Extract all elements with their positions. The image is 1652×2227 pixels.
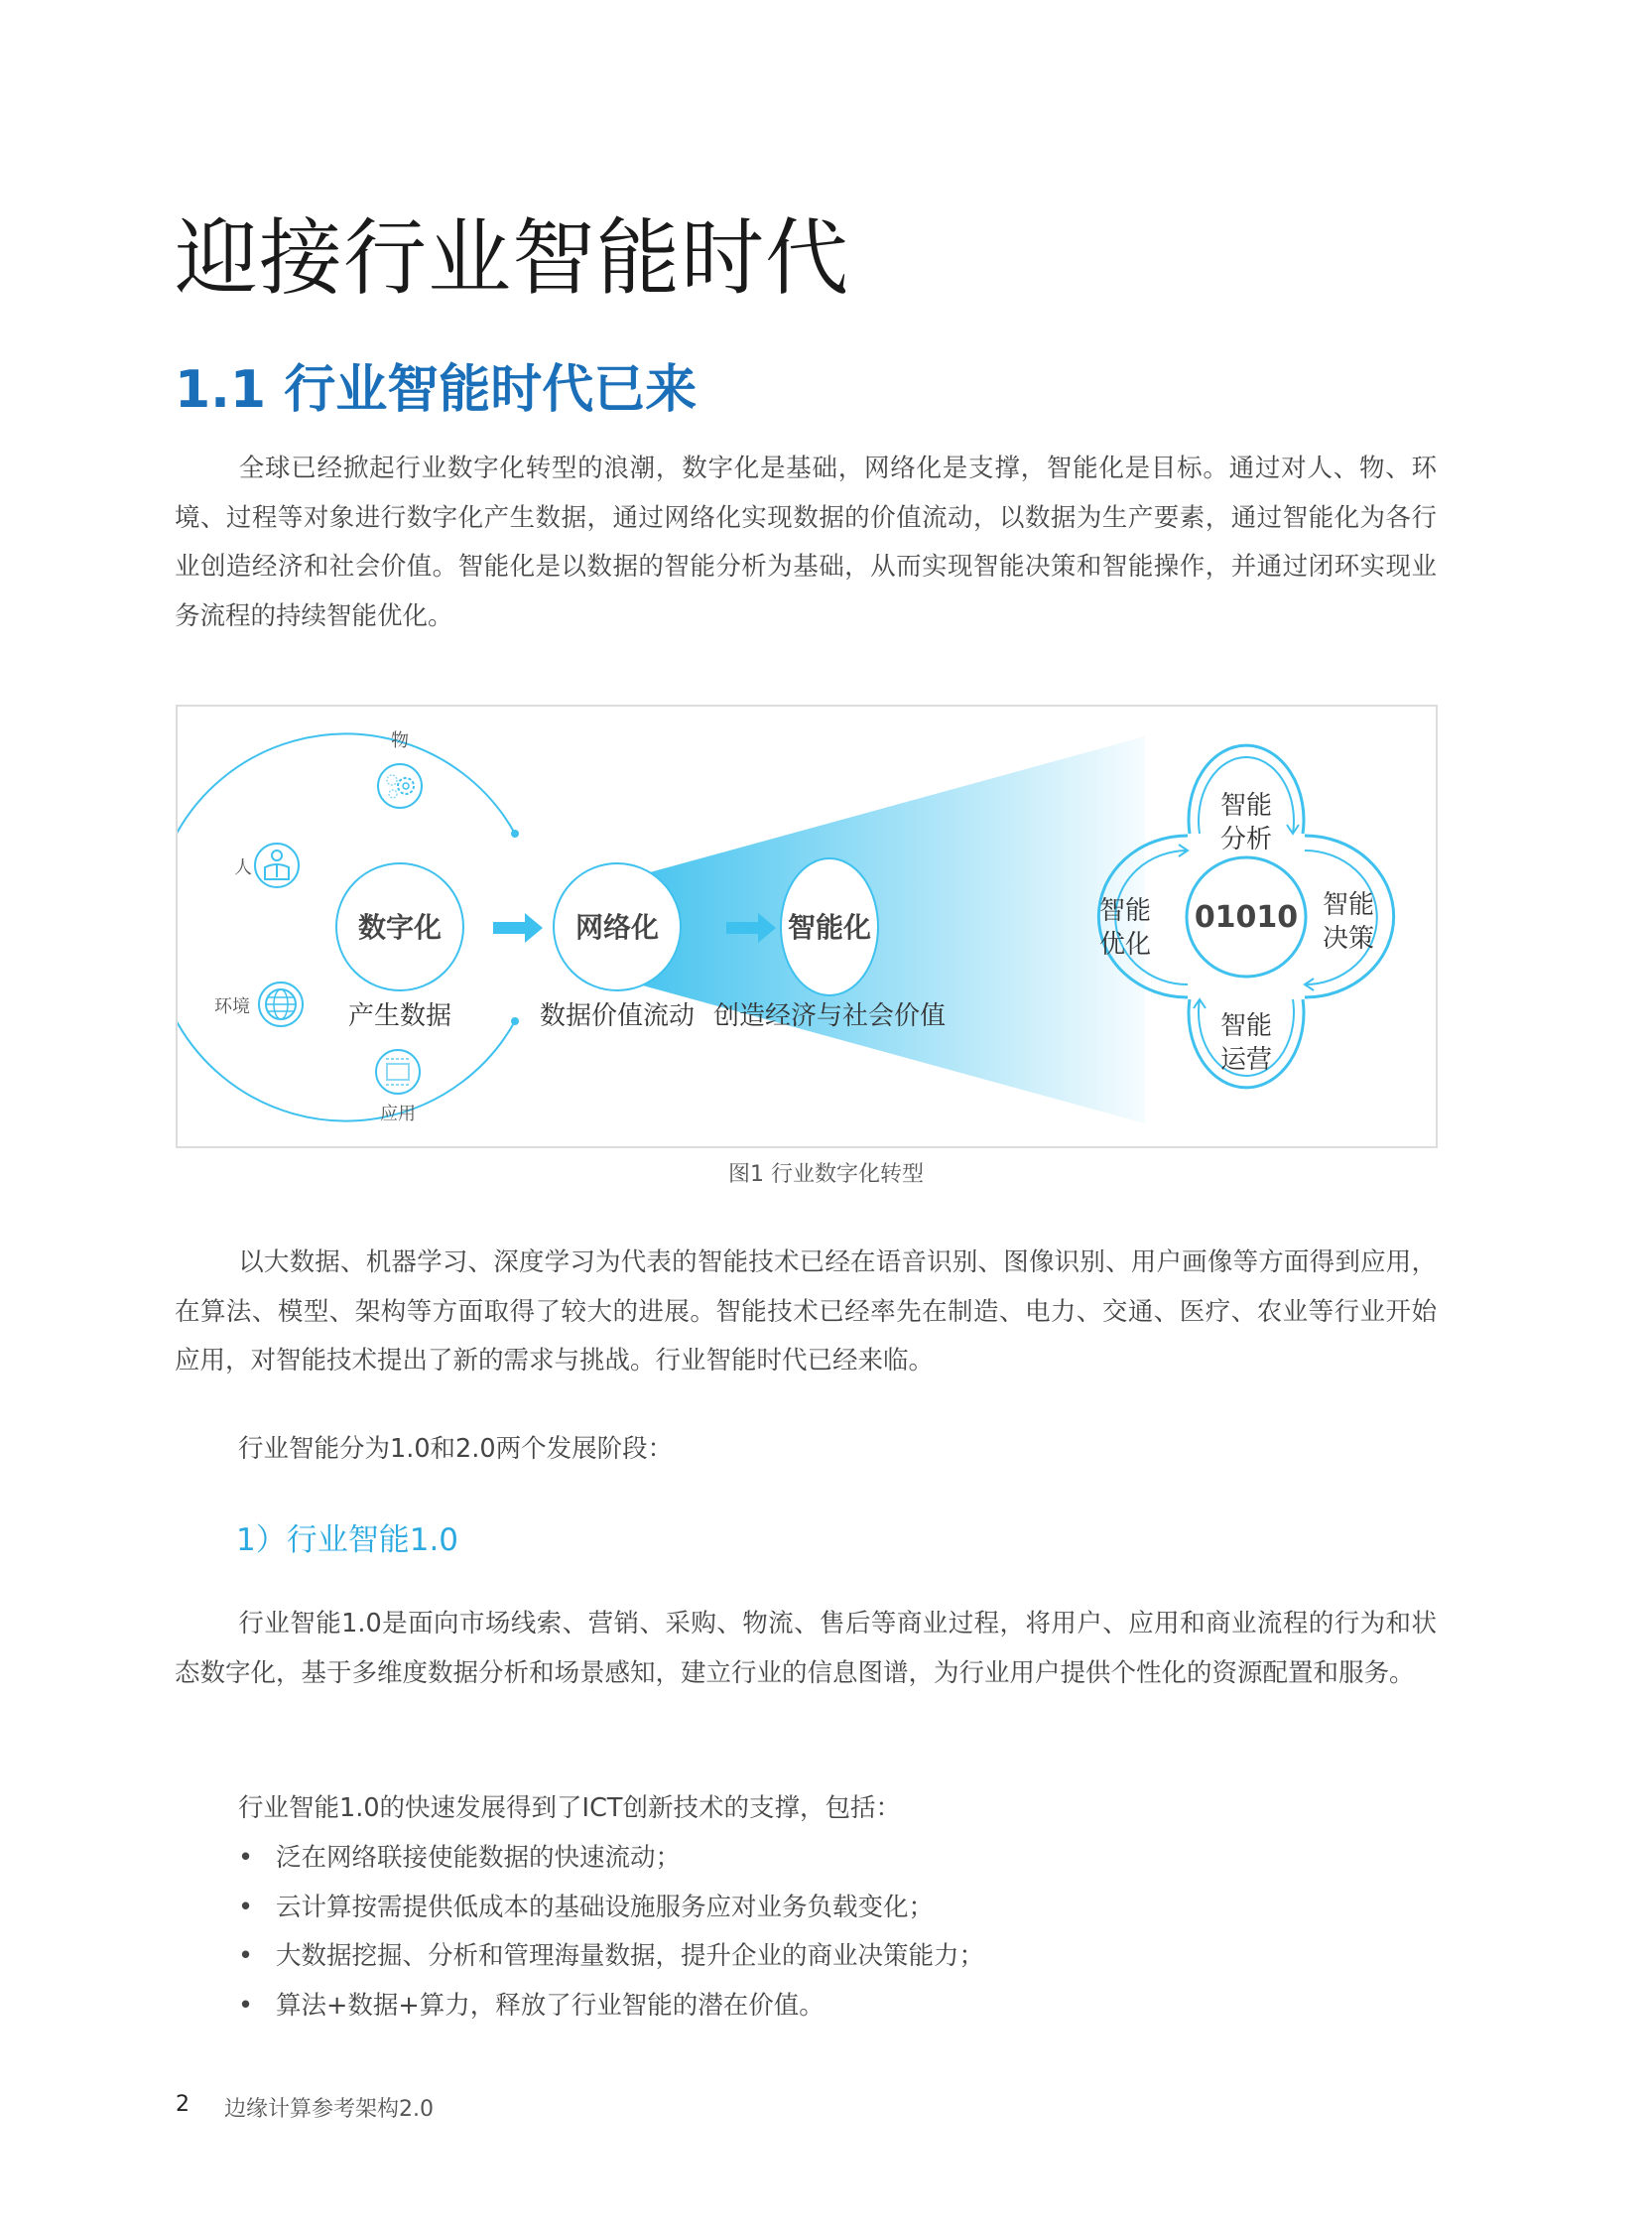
cycle-center-label: 01010 [1194, 900, 1299, 935]
paragraph-intelligence-1-def [175, 1600, 1437, 1698]
paragraph-intelligence-1-def-text: 行业智能1.0是面向市场线索、营销、采购、物流、售后等商业过程，将用户、应用和商业流程的行为和状态数字化，基于多维度数据分析和场景感知，建立行业的信息图谱，为行业用户提供个性化的资源配置和服务。 [175, 1609, 1437, 1688]
bullet-list [175, 1834, 1437, 2030]
section-title: 1.1 行业智能时代已来 [175, 360, 698, 420]
globe-icon [259, 982, 303, 1026]
orbit-label-thing: 物 [391, 730, 409, 751]
paragraph-smart-tech [175, 1239, 1437, 1386]
gears-icon [378, 764, 422, 808]
person-icon [255, 844, 299, 887]
diagram [178, 707, 1440, 1150]
sub-heading-industry-intelligence-1: 1）行业智能1.0 [236, 1522, 459, 1558]
bullet-icon: • [238, 1941, 254, 1971]
figure-industry-digital-transformation [176, 705, 1438, 1148]
list-item: • 大数据挖掘、分析和管理海量数据，提升企业的商业决策能力； [175, 1932, 1437, 1982]
stage-desc-networking: 数据价值流动 [539, 1001, 696, 1031]
cycle-bottom-line2: 运营 [1219, 1045, 1273, 1075]
paragraph-intro-text: 全球已经掀起行业数字化转型的浪潮，数字化是基础，网络化是支撑，智能化是目标。通过对人、物、环境、过程等对象进行数字化产生数据，通过网络化实现数据的价值流动，以数据为生产要素，通过智能化为各行业创造经济和社会价值。智能化是以数据的智能分析为基础，从而实现智能决策和智能操作，并通过闭环实现业务流程的持续智能优化。 [175, 454, 1437, 631]
bullet-icon: • [238, 1892, 254, 1922]
page-number: 2 [176, 2092, 190, 2117]
cycle-top-line1: 智能 [1219, 791, 1273, 821]
stage-desc-intelligence: 创造经济与社会价值 [712, 1001, 947, 1031]
page-title: 迎接行业智能时代 [175, 209, 850, 307]
bullet-icon: • [238, 1843, 254, 1873]
orbit-label-application: 应用 [380, 1104, 416, 1124]
orbit-endpoint-top [511, 830, 519, 838]
bullet-icon: • [238, 1990, 254, 2021]
cycle-bottom-line1: 智能 [1219, 1011, 1273, 1041]
cycle-left-line1: 智能 [1098, 896, 1152, 926]
paragraph-intro [175, 445, 1437, 641]
intelligence-beam [639, 736, 1145, 1123]
footer-doc-title: 边缘计算参考架构2.0 [224, 2097, 434, 2122]
stage-desc-digitization: 产生数据 [347, 1001, 452, 1031]
stage-name-digitization: 数字化 [357, 911, 443, 944]
cycle-left-line2: 优化 [1098, 930, 1152, 960]
list-item: • 云计算按需提供低成本的基础设施服务应对业务负载变化； [175, 1884, 1437, 1933]
film-icon [376, 1050, 420, 1094]
cycle-top-line2: 分析 [1219, 825, 1273, 854]
cycle-right-line1: 智能 [1322, 890, 1375, 920]
paragraph-stages [175, 1425, 1437, 1475]
orbit-endpoint-bottom [511, 1017, 519, 1025]
list-item: • 泛在网络联接使能数据的快速流动； [175, 1834, 1437, 1884]
paragraph-smart-tech-text: 以大数据、机器学习、深度学习为代表的智能技术已经在语音识别、图像识别、用户画像等方面得到应用，在算法、模型、架构等方面取得了较大的进展。智能技术已经率先在制造、电力、交通、医疗、农业等行业开始应用，对智能技术提出了新的需求与挑战。行业智能时代已经来临。 [175, 1247, 1437, 1376]
cycle-right-line2: 决策 [1322, 924, 1375, 954]
figure-caption: 图1 行业数字化转型 [728, 1162, 924, 1187]
stage-name-intelligence: 智能化 [787, 911, 872, 944]
orbit-label-environment: 环境 [214, 996, 250, 1017]
orbit-label-person: 人 [234, 857, 252, 878]
list-item: • 算法+数据+算力，释放了行业智能的潜在价值。 [175, 1982, 1437, 2031]
paragraph-stages-text: 行业智能分为1.0和2.0两个发展阶段： [238, 1434, 674, 1464]
paragraph-ict-support [175, 1784, 1437, 1834]
paragraph-ict-support-text: 行业智能1.0的快速发展得到了ICT创新技术的支撑，包括： [238, 1793, 901, 1823]
arrow-right-icon [493, 913, 543, 943]
stage-name-networking: 网络化 [574, 911, 660, 944]
